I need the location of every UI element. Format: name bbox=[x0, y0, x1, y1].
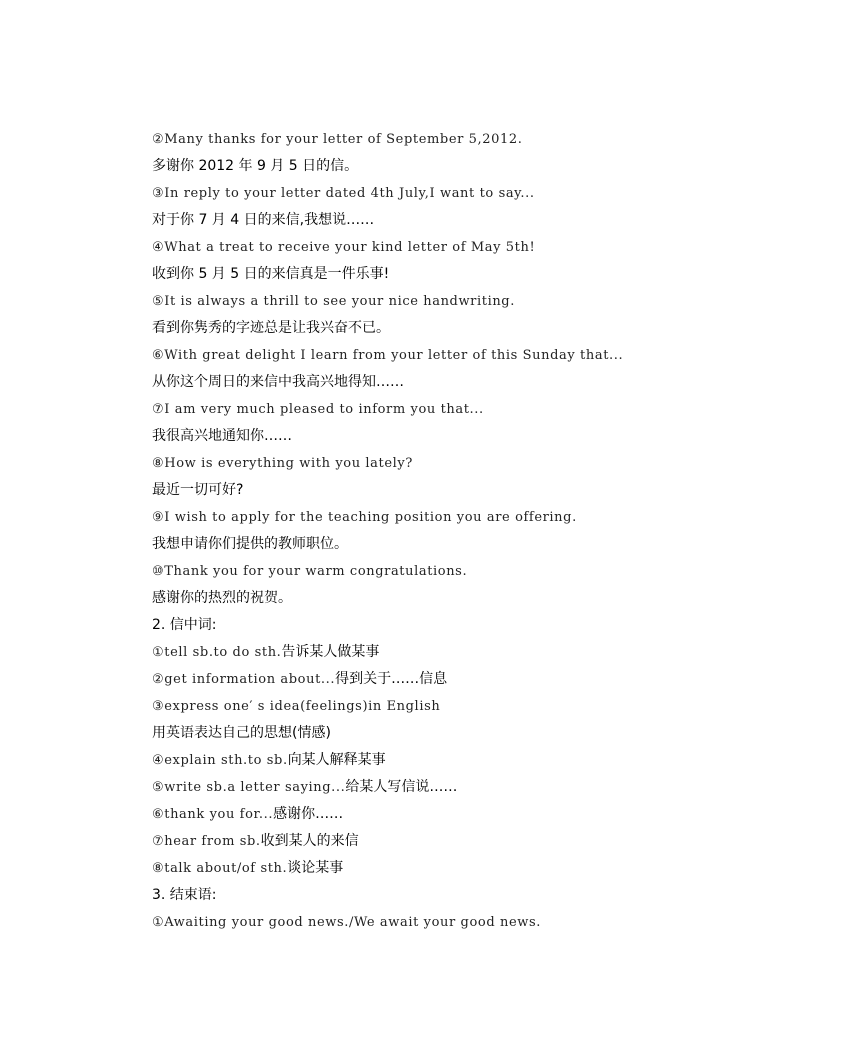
sentence-cn-5: 看到你隽秀的字迹总是让我兴奋不已。 bbox=[152, 320, 390, 336]
sentence-cn-8: 最近一切可好? bbox=[152, 482, 244, 498]
phrase-5: ⑤write sb.a letter saying...给某人写信说…… bbox=[152, 779, 458, 795]
phrase-4-translation: 向某人解释某事 bbox=[287, 752, 386, 768]
phrase-8-translation: 谈论某事 bbox=[287, 860, 344, 876]
phrase-3: ③express one′ s idea(feelings)in English bbox=[152, 699, 441, 714]
phrase-7: ⑦hear from sb.收到某人的来信 bbox=[152, 833, 359, 849]
phrase-7-translation: 收到某人的来信 bbox=[260, 833, 359, 849]
phrase-2: ②get information about...得到关于……信息 bbox=[152, 671, 448, 687]
phrase-3-translation: 用英语表达自己的思想(情感) bbox=[152, 725, 331, 741]
phrase-1: ①tell sb.to do sth.告诉某人做某事 bbox=[152, 644, 380, 660]
section-heading-closing: 3. 结束语: bbox=[152, 887, 217, 903]
phrase-2-translation: 得到关于……信息 bbox=[335, 671, 448, 687]
section-heading-letter-words: 2. 信中词: bbox=[152, 617, 217, 633]
phrase-6: ⑥thank you for...感谢你…… bbox=[152, 806, 344, 822]
closing-sentence-1: ①Awaiting your good news./We await your good news. bbox=[152, 915, 541, 930]
document-body bbox=[152, 126, 772, 936]
sentence-en-7: ⑦I am very much pleased to inform you that... bbox=[152, 402, 484, 417]
phrase-6-translation: 感谢你…… bbox=[273, 806, 344, 822]
sentence-en-10: ⑩Thank you for your warm congratulations. bbox=[152, 564, 468, 579]
sentence-cn-2: 多谢你 2012 年 9 月 5 日的信。 bbox=[152, 158, 359, 174]
sentence-cn-10: 感谢你的热烈的祝贺。 bbox=[152, 590, 292, 606]
sentence-en-2: ②Many thanks for your letter of September 5,2012. bbox=[152, 132, 523, 147]
sentence-cn-7: 我很高兴地通知你…… bbox=[152, 428, 292, 444]
sentence-cn-6: 从你这个周日的来信中我高兴地得知…… bbox=[152, 374, 404, 390]
sentence-cn-9: 我想申请你们提供的教师职位。 bbox=[152, 536, 348, 552]
phrase-8: ⑧talk about/of sth.谈论某事 bbox=[152, 860, 344, 876]
sentence-en-3: ③In reply to your letter dated 4th July,I want to say... bbox=[152, 186, 535, 201]
sentence-en-9: ⑨I wish to apply for the teaching position you are offering. bbox=[152, 510, 577, 525]
sentence-cn-3: 对于你 7 月 4 日的来信,我想说…… bbox=[152, 212, 375, 228]
phrase-4: ④explain sth.to sb.向某人解释某事 bbox=[152, 752, 386, 768]
phrase-1-translation: 告诉某人做某事 bbox=[281, 644, 380, 660]
sentence-cn-4: 收到你 5 月 5 日的来信真是一件乐事! bbox=[152, 266, 390, 282]
phrase-5-translation: 给某人写信说…… bbox=[345, 779, 458, 795]
sentence-en-4: ④What a treat to receive your kind letter of May 5th! bbox=[152, 240, 536, 255]
sentence-en-6: ⑥With great delight I learn from your letter of this Sunday that... bbox=[152, 348, 624, 363]
sentence-en-5: ⑤It is always a thrill to see your nice handwriting. bbox=[152, 294, 515, 309]
sentence-en-8: ⑧How is everything with you lately? bbox=[152, 456, 413, 471]
